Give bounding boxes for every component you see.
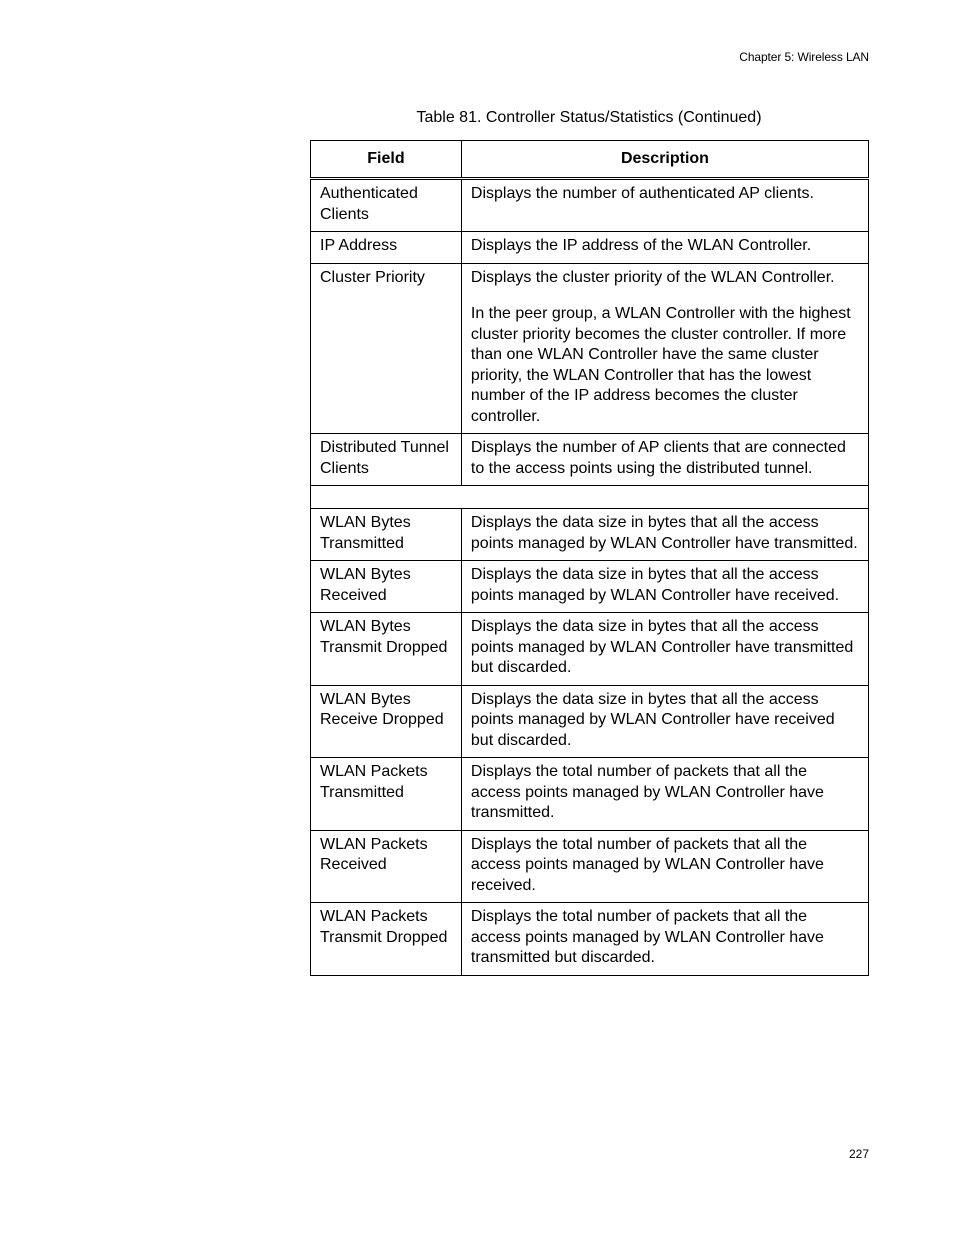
table-row <box>311 685 869 758</box>
description-text: Displays the total number of packets that all the access points managed by WLAN Controller have received. <box>470 835 824 894</box>
field-cell: WLAN Bytes Transmit Dropped <box>311 613 462 686</box>
description-cell <box>461 232 868 264</box>
table-header-row <box>311 141 869 179</box>
description-cell <box>461 758 868 831</box>
field-cell: Distributed Tunnel Clients <box>311 434 462 486</box>
table-row <box>311 758 869 831</box>
field-column-header: Field <box>311 141 462 179</box>
table-row <box>311 232 869 264</box>
controller-status-table <box>310 140 869 976</box>
field-cell: WLAN Packets Transmitted <box>311 758 462 831</box>
description-text: In the peer group, a WLAN Controller with the highest cluster priority becomes the cluster controller. If more than one WLAN Controller have the same cluster priority, the WLAN Controller that has the lowest number of the IP address becomes the cluster controller. <box>470 305 851 425</box>
description-text: Displays the total number of packets that all the access points managed by WLAN Controller have transmitted but discarded. <box>470 908 824 966</box>
description-cell <box>461 613 868 686</box>
description-column-header: Description <box>461 141 868 179</box>
table-row <box>311 613 869 686</box>
description-text: Displays the number of authenticated AP clients. <box>470 185 814 202</box>
table-row <box>311 434 869 486</box>
field-cell: Cluster Priority <box>311 263 462 434</box>
table-caption: Table 81. Controller Status/Statistics (Continued) <box>416 109 762 126</box>
table-row <box>311 903 869 976</box>
description-cell <box>461 434 868 486</box>
field-cell: WLAN Bytes Received <box>311 561 462 613</box>
blank-separator-row <box>311 486 869 509</box>
description-text: Displays the data size in bytes that all the access points managed by WLAN Controller have transmitted but discarded. <box>470 618 854 676</box>
table-row <box>311 263 869 434</box>
field-cell: Authenticated Clients <box>311 179 462 232</box>
description-text: Displays the cluster priority of the WLAN Controller. <box>470 268 835 286</box>
description-text: Displays the data size in bytes that all the access points managed by WLAN Controller have received. <box>470 566 840 604</box>
table-row <box>311 179 869 232</box>
description-cell <box>461 509 868 561</box>
description-cell <box>461 685 868 758</box>
field-cell: WLAN Packets Transmit Dropped <box>311 903 462 976</box>
blank-cell <box>311 486 869 509</box>
field-cell: WLAN Bytes Receive Dropped <box>311 685 462 758</box>
description-cell <box>461 903 868 976</box>
table-row <box>311 509 869 561</box>
description-text: Displays the data size in bytes that all the access points managed by WLAN Controller have transmitted. <box>470 514 858 552</box>
table-row <box>311 830 869 903</box>
description-text: Displays the total number of packets that all the access points managed by WLAN Controller have transmitted. <box>470 763 824 821</box>
description-cell <box>461 263 868 434</box>
field-cell: WLAN Bytes Transmitted <box>311 509 462 561</box>
table-row <box>311 561 869 613</box>
description-cell <box>461 830 868 903</box>
description-cell <box>461 561 868 613</box>
chapter-header: Chapter 5: Wireless LAN <box>739 50 869 64</box>
description-text: Displays the data size in bytes that all the access points managed by WLAN Controller have received but discarded. <box>470 690 835 749</box>
page-number: 227 <box>848 1147 869 1161</box>
field-cell: WLAN Packets Received <box>311 830 462 903</box>
description-cell <box>461 179 868 232</box>
description-text: Displays the IP address of the WLAN Controller. <box>470 237 812 254</box>
field-cell: IP Address <box>311 232 462 264</box>
description-text: Displays the number of AP clients that are connected to the access points using the distributed tunnel. <box>470 439 846 477</box>
